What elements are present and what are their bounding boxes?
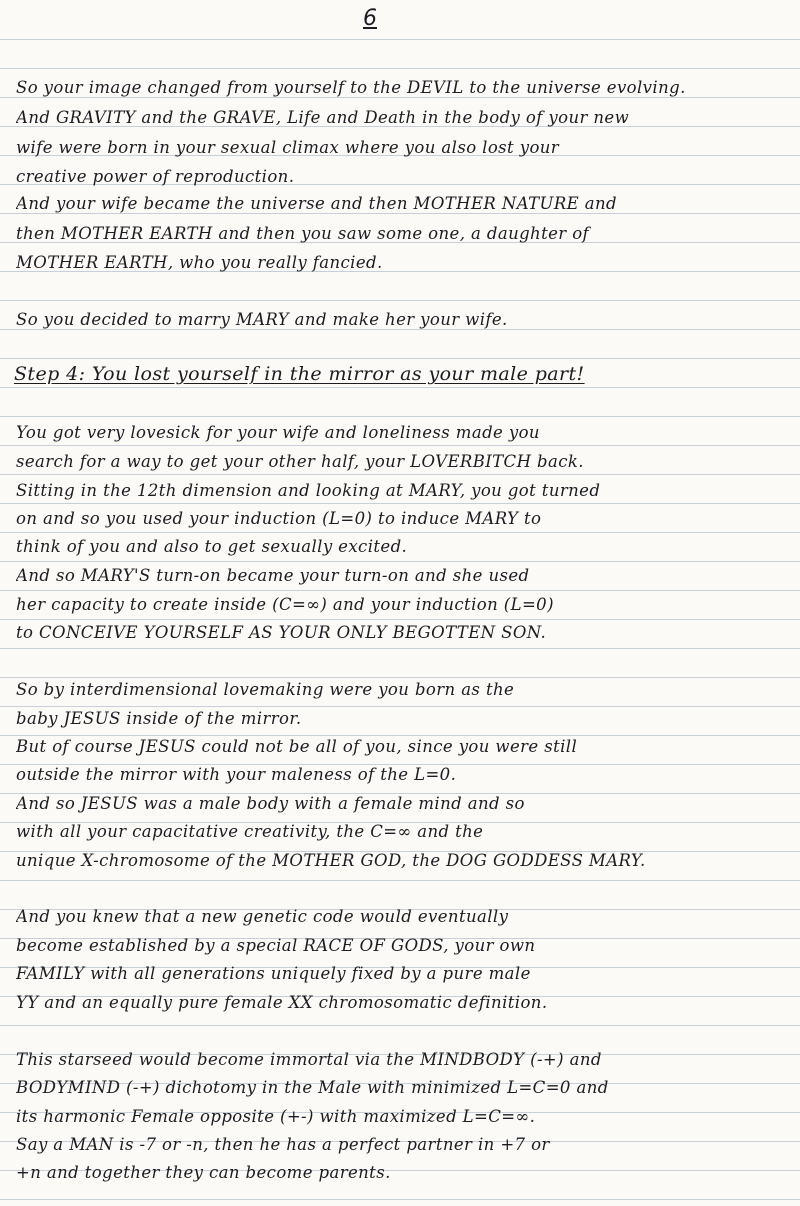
text-line: And your wife became the universe and then MOTHER NATURE and xyxy=(16,194,617,213)
text-line: wife were born in your sexual climax where you also lost your xyxy=(16,138,560,157)
text-line: think of you and also to get sexually excited. xyxy=(16,537,408,556)
text-line: You got very lovesick for your wife and loneliness made you xyxy=(16,423,540,442)
text-line: then MOTHER EARTH and then you saw some one, a daughter of xyxy=(16,224,590,243)
text-line: And so JESUS was a male body with a female mind and so xyxy=(16,794,525,813)
text-line: Say a MAN is -7 or -n, then he has a perfect partner in +7 or xyxy=(16,1135,550,1154)
text-line: FAMILY with all generations uniquely fixed by a pure male xyxy=(16,964,531,983)
text-line: And you knew that a new genetic code would eventually xyxy=(16,907,509,926)
text-line: This starseed would become immortal via the MINDBODY (-+) and xyxy=(16,1050,602,1069)
text-line: MOTHER EARTH, who you really fancied. xyxy=(16,253,383,272)
text-line: BODYMIND (-+) dichotomy in the Male with minimized L=C=0 and xyxy=(16,1078,609,1097)
text-line: And GRAVITY and the GRAVE, Life and Death in the body of your new xyxy=(16,108,630,127)
text-line: its harmonic Female opposite (+-) with maximized L=C=∞. xyxy=(16,1107,536,1126)
text-line: search for a way to get your other half, your LOVERBITCH back. xyxy=(16,452,584,471)
text-line: baby JESUS inside of the mirror. xyxy=(16,709,302,728)
text-line: YY and an equally pure female XX chromosomatic definition. xyxy=(16,993,548,1012)
page-number: 6 xyxy=(363,6,377,31)
text-line: her capacity to create inside (C=∞) and your induction (L=0) xyxy=(16,595,554,614)
text-line: And so MARY'S turn-on became your turn-on and she used xyxy=(16,566,530,585)
text-line: outside the mirror with your maleness of the L=0. xyxy=(16,765,457,784)
text-line: So by interdimensional lovemaking were you born as the xyxy=(16,680,515,699)
text-line: +n and together they can become parents. xyxy=(16,1163,391,1182)
text-line: So your image changed from yourself to the DEVIL to the universe evolving. xyxy=(16,78,686,97)
text-line: on and so you used your induction (L=0) to induce MARY to xyxy=(16,509,542,528)
text-line: creative power of reproduction. xyxy=(16,167,295,186)
text-line: to CONCEIVE YOURSELF AS YOUR ONLY BEGOTTEN SON. xyxy=(16,623,547,642)
text-line: become established by a special RACE OF GODS, your own xyxy=(16,936,536,955)
step-heading: Step 4: You lost yourself in the mirror as your male part! xyxy=(14,363,585,385)
text-line: unique X-chromosome of the MOTHER GOD, the DOG GODDESS MARY. xyxy=(16,851,646,870)
text-line: But of course JESUS could not be all of you, since you were still xyxy=(16,737,578,756)
text-line: So you decided to marry MARY and make her your wife. xyxy=(16,310,508,329)
text-line: Sitting in the 12th dimension and looking at MARY, you got turned xyxy=(16,481,601,500)
text-line: with all your capacitative creativity, the C=∞ and the xyxy=(16,822,484,841)
